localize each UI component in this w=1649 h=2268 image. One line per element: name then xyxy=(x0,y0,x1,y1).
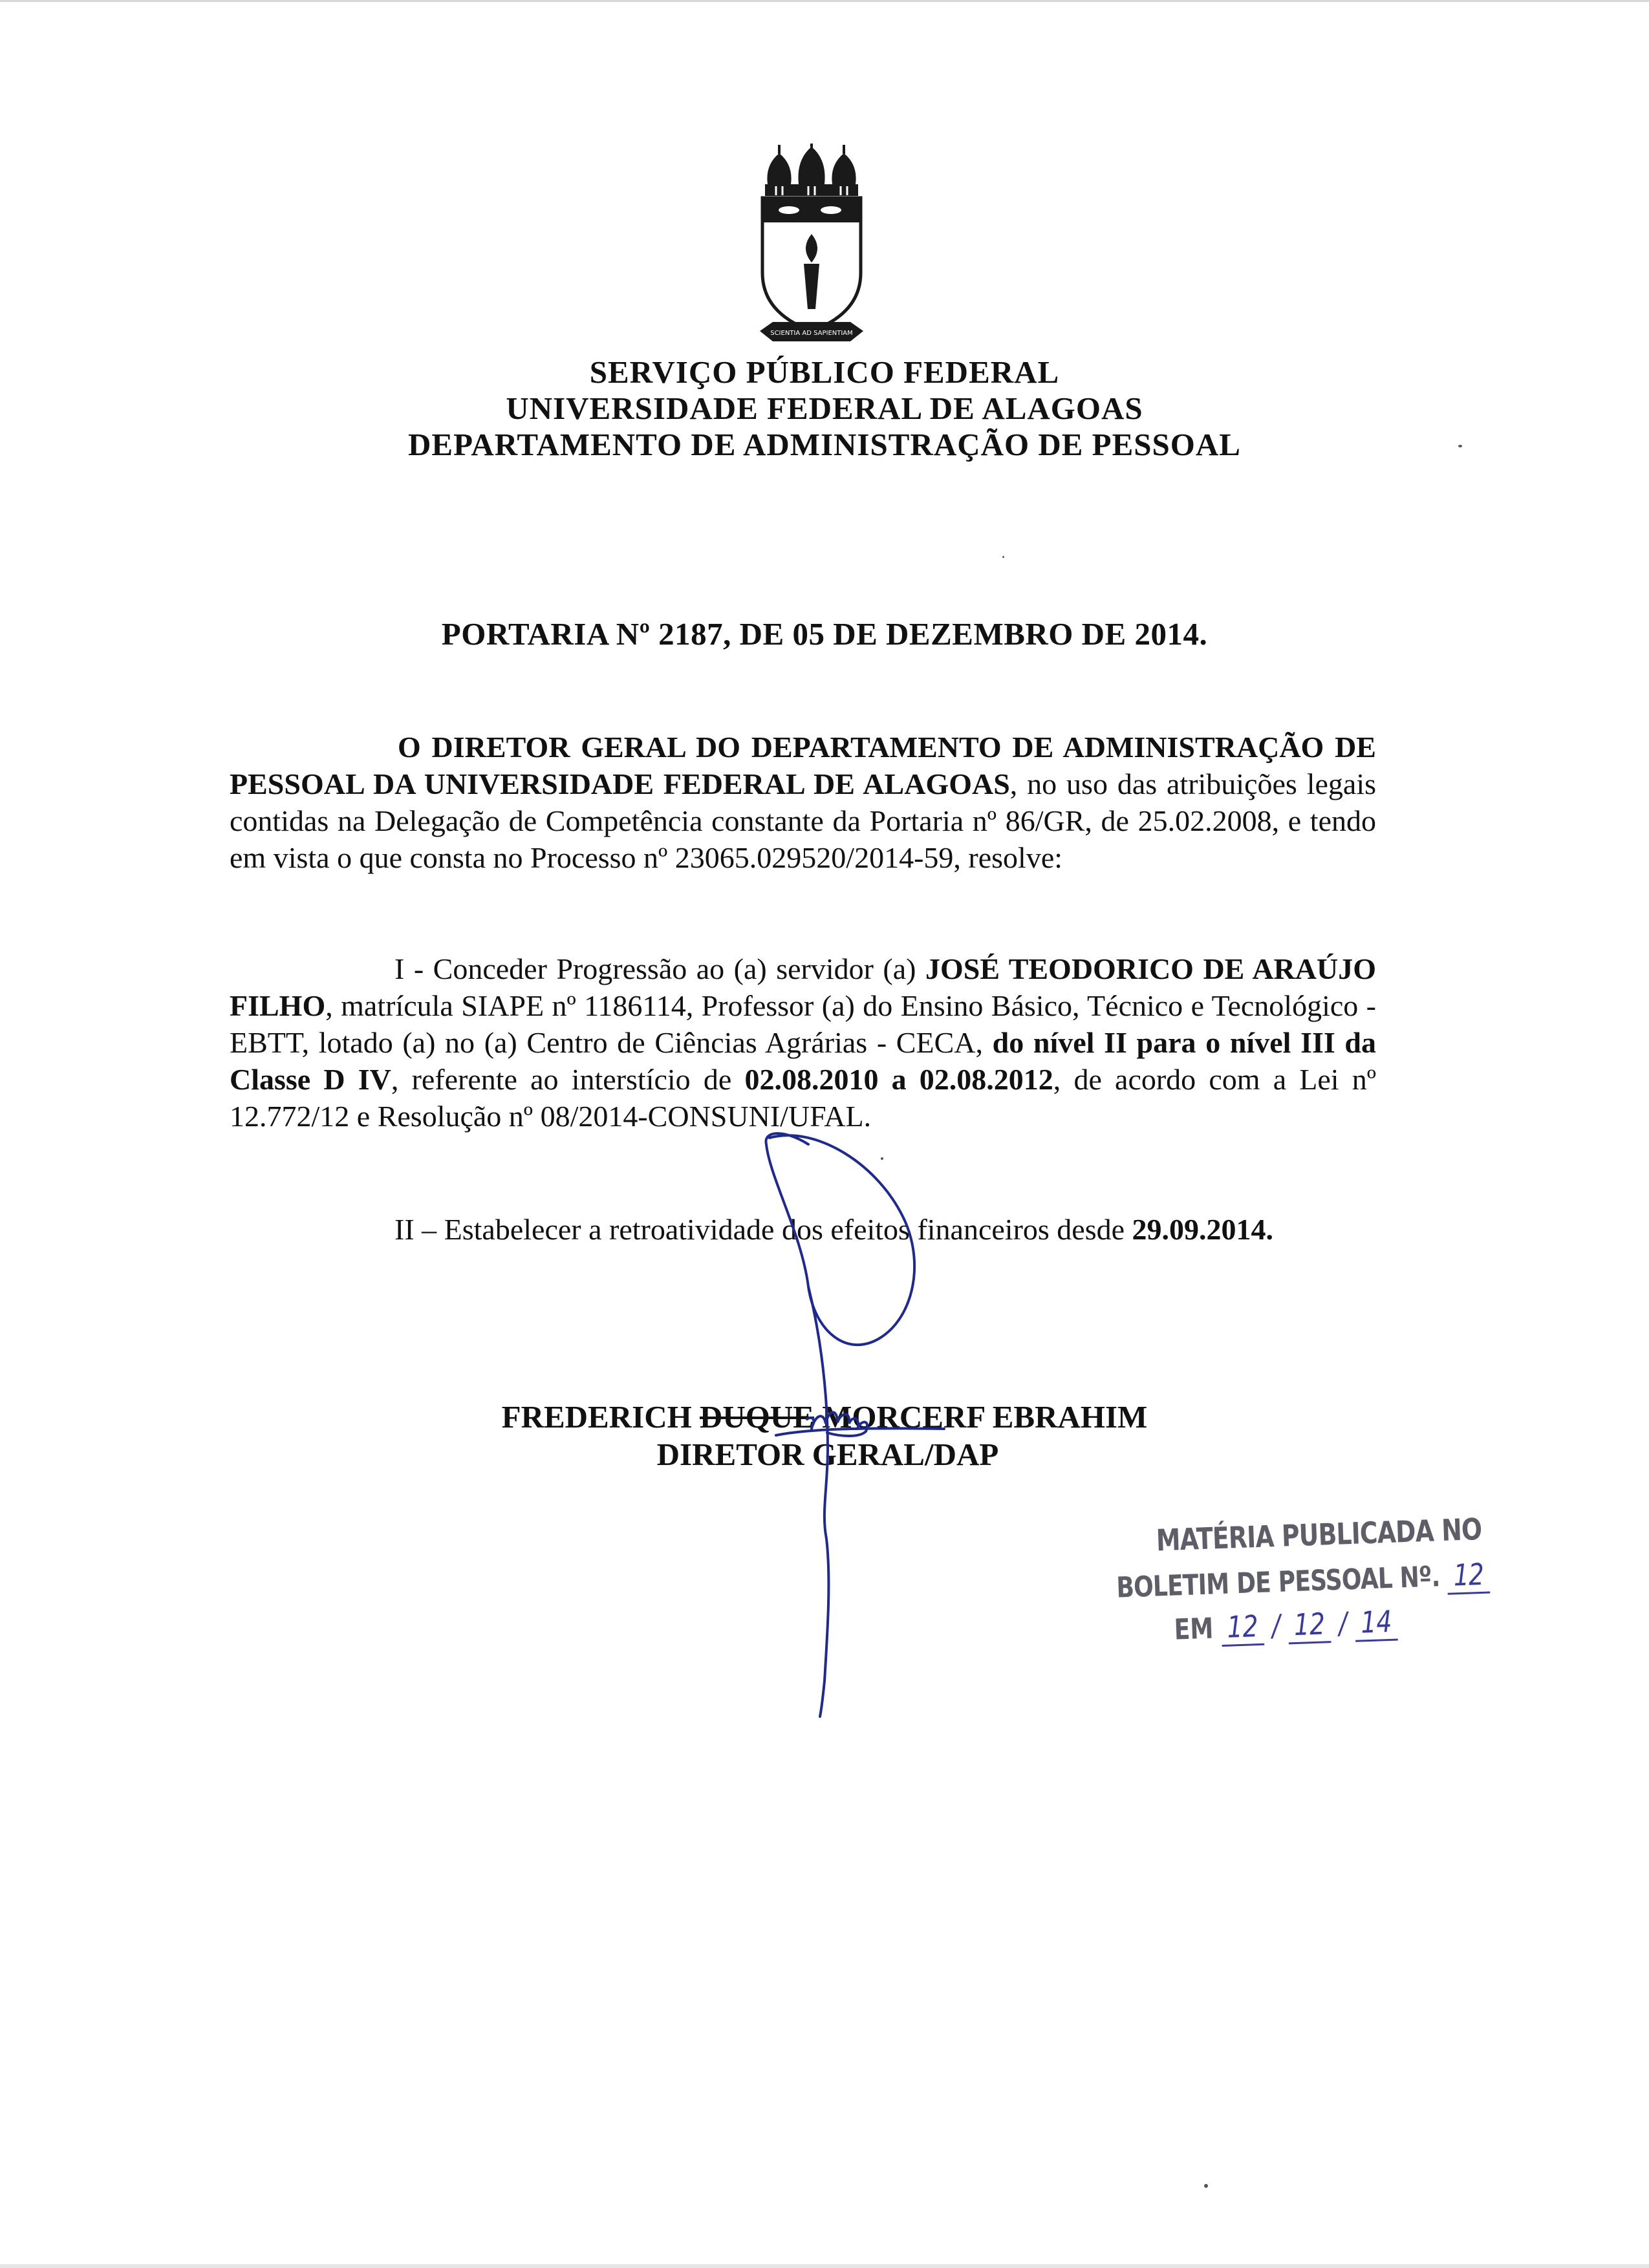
crest-motto: SCIENTIA AD SAPIENTIAM xyxy=(770,330,853,337)
stamp-line-bulletin: BOLETIM DE PESSOAL Nº. 12 xyxy=(1116,1557,1490,1607)
scan-speck xyxy=(1458,445,1462,447)
scan-speck xyxy=(1204,2184,1208,2188)
article-2-text: II – Estabelecer a retroatividade dos efeitos financeiros desde xyxy=(394,1213,1132,1246)
signatory-role: DIRETOR GERAL/DAP xyxy=(656,1437,999,1472)
scan-speck xyxy=(1002,556,1004,558)
article-1-intro: I - Conceder Progressão ao (a) servidor (a) xyxy=(394,952,925,985)
stamp-day: 12 xyxy=(1221,1609,1265,1647)
stamp-line-date: EM 12 / 12 / 14 xyxy=(1174,1604,1398,1649)
article-1-details: , matrícula SIAPE nº 1186114, Professor (a) do Ensino Básico, Técnico e Tecnológico - EBTT, lotado (a) no (a) Centro de Ciências Agrárias - CECA, xyxy=(230,989,1376,1059)
preamble-text: , no uso das atribuições legais contidas na Delegação de Competência constante da Portaria nº 86/GR, de 25.02.2008, e tendo em vista o que consta no Processo nº 23065.029520/2014-59, resolve: xyxy=(230,767,1376,874)
institution-header xyxy=(0,354,1649,463)
header-line-service: SERVIÇO PÚBLICO FEDERAL xyxy=(589,354,1060,390)
handwritten-signature xyxy=(731,1125,1002,1720)
scan-edge-bottom xyxy=(0,2264,1649,2268)
preamble-paragraph xyxy=(230,729,1376,876)
stamp-year: 14 xyxy=(1355,1604,1399,1642)
ufal-crest-logo xyxy=(753,144,870,354)
article-1-interval-label: , referente ao interstício de xyxy=(391,1063,745,1096)
publication-stamp xyxy=(1109,1511,1485,1660)
header-line-university: UNIVERSIDADE FEDERAL DE ALAGOAS xyxy=(506,390,1143,426)
preamble-authority: O DIRETOR GERAL DO DEPARTAMENTO DE ADMINISTRAÇÃO DE PESSOAL DA UNIVERSIDADE FEDERAL DE ALAGOAS xyxy=(230,731,1376,800)
server-name: JOSÉ TEODORICO DE ARAÚJO FILHO xyxy=(230,952,1376,1022)
article-1-paragraph xyxy=(230,950,1376,1135)
header-line-department: DEPARTAMENTO DE ADMINISTRAÇÃO DE PESSOAL xyxy=(408,427,1241,462)
progression-period: 02.08.2010 a 02.08.2012 xyxy=(744,1063,1053,1096)
stamp-line-published: MATÉRIA PUBLICADA NO xyxy=(1155,1511,1483,1558)
scan-speck xyxy=(881,1157,883,1160)
portaria-title: PORTARIA Nº 2187, DE 05 DE DEZEMBRO DE 2014. xyxy=(441,616,1208,652)
article-1-legal-basis: , de acordo com a Lei nº 12.772/12 e Resolução nº 08/2014-CONSUNI/UFAL. xyxy=(230,1063,1377,1133)
progression-level: do nível II para o nível III da Classe D IV xyxy=(230,1026,1377,1096)
signatory-name: FREDERICH DUQUE MORCERF EBRAHIM xyxy=(501,1399,1148,1435)
retroactive-date: 29.09.2014. xyxy=(1132,1213,1274,1246)
stamp-bulletin-number: 12 xyxy=(1447,1557,1491,1595)
signatory-name-struck: DUQUE xyxy=(699,1399,814,1435)
stamp-month: 12 xyxy=(1288,1606,1331,1644)
scan-edge-top xyxy=(0,0,1649,2)
